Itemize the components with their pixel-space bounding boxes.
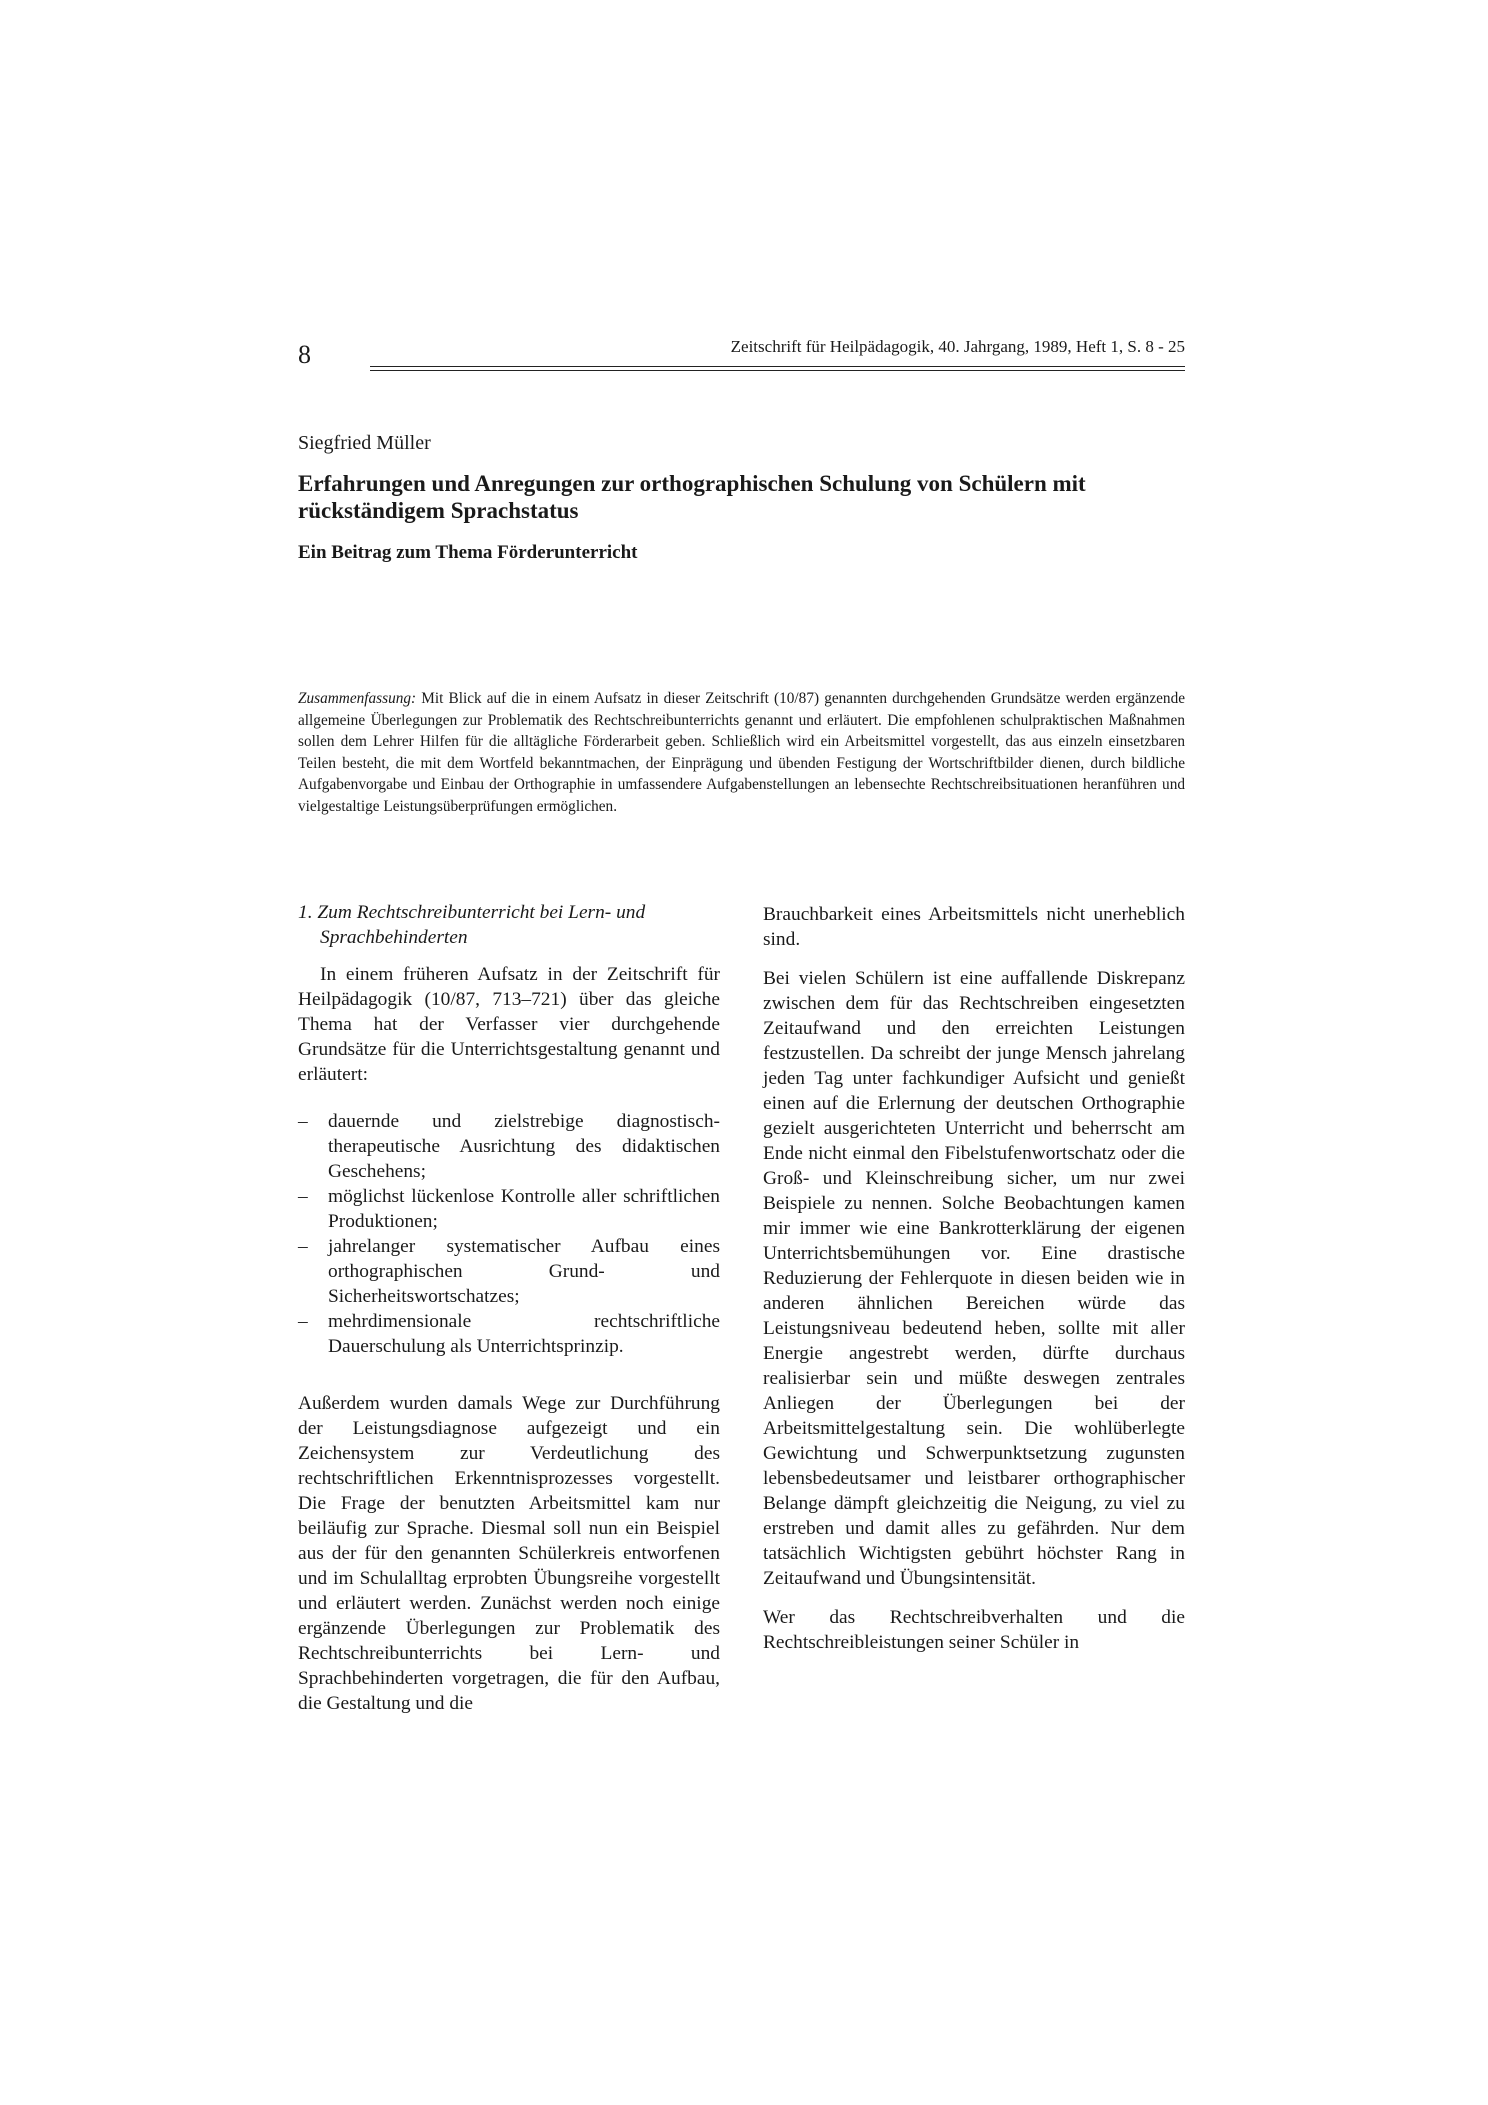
paragraph: Außerdem wurden damals Wege zur Durchführung der Leistungsdiagnose aufgezeigt und ein Zeichensystem zur Verdeutlichung des rechtschriftlichen Erkenntnisprozesses vorgestellt. Die Frage der benutzten Arbeitsmittel kam nur beiläufig zur Sprache. Diesmal soll nun ein Beispiel aus der für den genannten Schülerkreis entworfenen und im Schulalltag erprobten Übungsreihe vorgestellt und erläutert werden. Zunächst werden noch einige ergänzende Überlegungen zur Problematik des Rechtschreibunterrichts bei Lern- und Sprachbehinderten vorgetragen, die für den Aufbau, die Gestaltung und die: [298, 1393, 720, 1714]
list-item: – mehrdimensionale rechtschriftliche Dauerschulung als Unterrichtsprinzip.: [298, 1309, 720, 1359]
left-column: [298, 900, 720, 1716]
paragraph: Wer das Rechtschreibverhalten und die Rechtschreibleistungen seiner Schüler in: [763, 1607, 1185, 1653]
author-name: Siegfried Müller: [298, 432, 431, 454]
running-head: Zeitschrift für Heilpädagogik, 40. Jahrgang, 1989, Heft 1, S. 8 - 25: [730, 337, 1185, 356]
page-number: 8: [298, 340, 311, 369]
abstract: [298, 688, 1185, 817]
list-item: – jahrelanger systematischer Aufbau eines orthographischen Grund- und Sicherheitswortschatzes;: [298, 1234, 720, 1309]
paragraph: In einem früheren Aufsatz in der Zeitschrift für Heilpädagogik (10/87, 713–721) über das gleiche Thema hat der Verfasser vier durchgehende Grundsätze für die Unterrichtsgestaltung genannt und erläutert:: [298, 964, 720, 1085]
paragraph: Bei vielen Schülern ist eine auffallende Diskrepanz zwischen dem für das Rechtschreiben eingesetzten Zeitaufwand und den erreichten Leistungen festzustellen. Da schreibt der junge Mensch jahrelang jeden Tag unter fachkundiger Aufsicht und genießt einen auf die Erlernung der deutschen Orthographie gezielt ausgerichteten Unterricht und beherrscht am Ende nicht einmal den Fibelstufenwortschatz oder die Groß- und Kleinschreibung sicher, um nur zwei Beispiele zu nennen. Solche Beobachtungen kamen mir immer wie eine Bankrotterklärung der eigenen Unterrichtsbemühungen vor. Eine drastische Reduzierung der Fehlerquote in diesen beiden wie in anderen ähnlichen Bereichen würde das Leistungsniveau bedeutend heben, sollte mit aller Energie angestrebt werden, dürfte durchaus realisierbar sein und müßte deswegen zentrales Anliegen der Überlegungen bei der Arbeitsmittelgestaltung sein. Die wohlüberlegte Gewichtung und Schwerpunktsetzung zugunsten lebensbedeutsamer und leistbarer orthographischer Belange dämpft gleichzeitig die Neigung, zu viel zu erstreben und damit alles zu gefährden. Nur dem tatsächlich Wichtigsten gebührt höchster Rang in Zeitaufwand und Übungsintensität.: [763, 968, 1185, 1589]
list-item: – dauernde und zielstrebige diagnostisch-therapeutische Ausrichtung des didaktischen Geschehens;: [298, 1109, 720, 1184]
bullet-list: [298, 1109, 720, 1359]
right-column: [763, 902, 1185, 1655]
paragraph: Brauchbarkeit eines Arbeitsmittels nicht unerheblich sind.: [763, 904, 1185, 950]
abstract-text: Mit Blick auf die in einem Aufsatz in dieser Zeitschrift (10/87) genannten durchgehenden Grundsätze werden ergänzende allgemeine Überlegungen zur Problematik des Rechtschreibunterrichts genannt und erläutert. Die empfohlenen schulpraktischen Maßnahmen sollen dem Lehrer Hilfen für die alltägliche Förderarbeit geben. Schließlich wird ein Arbeitsmittel vorgestellt, das aus einzeln einsetzbaren Teilen besteht, die mit dem Wortfeld bekanntmachen, der Einprägung und übenden Festigung der Wortschriftbilder dienen, durch bildliche Aufgabenvorgabe und Einbau der Orthographie in umfassendere Aufgabenstellungen an lebensechte Rechtschreibsituationen heranführen und vielgestaltige Leistungsüberprüfungen ermöglichen.: [298, 690, 1186, 815]
header-rule: [370, 366, 1185, 371]
section-heading: 1. Zum Rechtschreibunterricht bei Lern- und Sprachbehinderten: [298, 902, 646, 948]
abstract-label: Zusammenfassung:: [298, 690, 417, 707]
list-item: – möglichst lückenlose Kontrolle aller schriftlichen Produktionen;: [298, 1184, 720, 1234]
article-subtitle: Ein Beitrag zum Thema Förderunterricht: [298, 542, 638, 563]
article-title: Erfahrungen und Anregungen zur orthographischen Schulung von Schülern mit rückständigem Sprachstatus: [298, 471, 1086, 523]
